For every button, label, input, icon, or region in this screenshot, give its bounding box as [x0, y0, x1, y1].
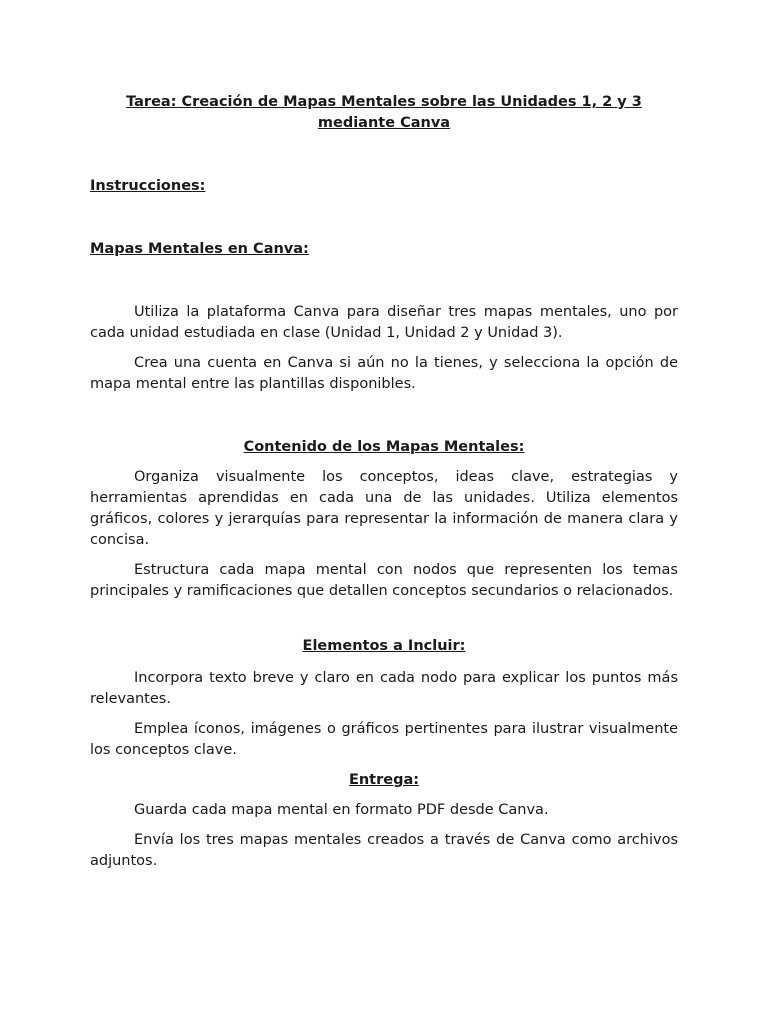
- section-heading-entrega: Entrega:: [348, 772, 420, 788]
- section-paragraph: Emplea íconos, imágenes o gráficos pertinentes para ilustrar visualmente los conceptos clave.: [90, 721, 678, 758]
- section-paragraph: Guarda cada mapa mental en formato PDF desde Canva.: [134, 802, 549, 818]
- document-title: Tarea: Creación de Mapas Mentales sobre las Unidades 1, 2 y 3 mediante Canva: [126, 94, 642, 131]
- section-paragraph: Utiliza la plataforma Canva para diseñar tres mapas mentales, uno por cada unidad estudiada en clase (Unidad 1, Unidad 2 y Unidad 3).: [90, 304, 678, 341]
- section-heading-contenido: Contenido de los Mapas Mentales:: [243, 439, 525, 455]
- section-paragraph: Crea una cuenta en Canva si aún no la tienes, y selecciona la opción de mapa mental entre las plantillas disponibles.: [90, 355, 678, 392]
- section-heading-elementos: Elementos a Incluir:: [302, 638, 466, 654]
- document-page: [90, 92, 678, 872]
- section-paragraph: Organiza visualmente los conceptos, ideas clave, estrategias y herramientas aprendidas en cada una de las unidades. Utiliza elementos gráficos, colores y jerarquías para representar la información de manera clara y concisa.: [90, 469, 678, 548]
- section-paragraph: Estructura cada mapa mental con nodos que representen los temas principales y ramificaciones que detallen conceptos secundarios o relacionados.: [90, 562, 678, 599]
- section-paragraph: Envía los tres mapas mentales creados a través de Canva como archivos adjuntos.: [90, 832, 678, 869]
- instrucciones-heading: Instrucciones:: [90, 178, 206, 194]
- section-heading-mapas-mentales: Mapas Mentales en Canva:: [90, 241, 309, 257]
- section-paragraph: Incorpora texto breve y claro en cada nodo para explicar los puntos más relevantes.: [90, 670, 678, 707]
